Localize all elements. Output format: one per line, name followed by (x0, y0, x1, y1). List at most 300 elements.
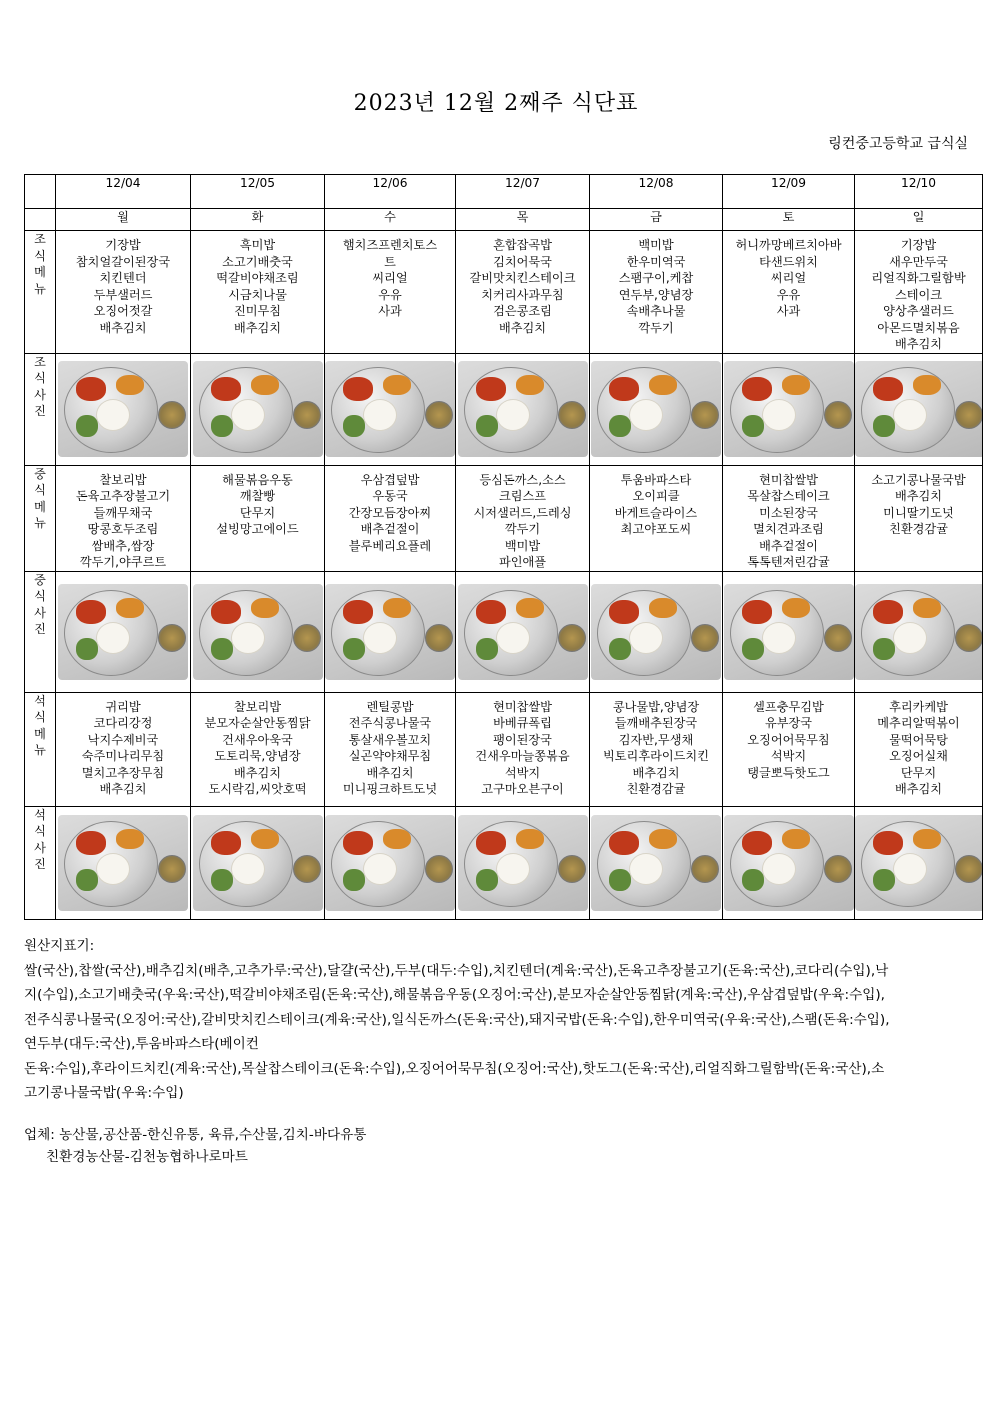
tray-food1 (742, 377, 772, 401)
menu-item: 한우미역국 (626, 254, 686, 269)
tray-food3 (742, 869, 764, 891)
page-title: 2023년 12월 2째주 식단표 (353, 91, 639, 116)
menu-item: 친환경감귤 (626, 782, 686, 796)
menu-item: 치킨텐더 (99, 271, 147, 285)
meal-table (24, 174, 983, 920)
row-label-char: 식 (34, 371, 46, 385)
menu-item: 배추겉절이 (360, 522, 420, 536)
meal-tray-photo (724, 584, 854, 680)
dinner-menu-cell (590, 692, 723, 806)
row-label-char: 메 (34, 726, 46, 741)
row-label-char: 식 (34, 248, 46, 263)
tray-food3 (211, 638, 233, 660)
menu-item: 깍두기 (638, 320, 674, 335)
meal-tray-photo (58, 815, 188, 911)
tray-rice (363, 853, 397, 885)
row-label (25, 465, 56, 571)
row-label (25, 571, 56, 692)
origin-line: 연두부(대두:국산),투움바파스타(베이컨 (24, 1036, 259, 1052)
origin-line: 돈육:수입),후라이드치킨(계육:국산),목살찹스테이크(돈육:수입),오징어어묵무침(오징어:국산),핫도그(돈육:국산),리얼직화그릴함박(돈육:국산),소 (24, 1060, 885, 1077)
menu-item: 오징어실채 (889, 749, 948, 763)
tray-food1 (742, 831, 772, 855)
tray-bowl (691, 855, 719, 883)
breakfast-photo-cell (325, 353, 456, 465)
menu-item: 기장밥 (105, 238, 141, 252)
menu-item: 콩나물밥,양념장 (612, 699, 700, 714)
menu-item: 사과 (378, 304, 402, 318)
breakfast-menu-cell (723, 231, 855, 354)
menu-item: 석박지 (504, 765, 541, 780)
menu-item: 블루베리요플레 (348, 538, 432, 553)
row-label-char: 중 (34, 466, 46, 481)
menu-item: 배추김치 (894, 337, 943, 351)
weekday-row (25, 209, 983, 231)
row-label-char: 진 (34, 404, 46, 418)
menu-item: 양상추샐러드 (883, 304, 954, 318)
menu-item: 실곤약야채무침 (348, 749, 432, 763)
tray-food2 (383, 829, 411, 849)
menu-item: 갈비맛치킨스테이크 (469, 271, 576, 285)
tray-food1 (76, 377, 106, 401)
row-label-char: 뉴 (34, 743, 46, 757)
tray-food3 (873, 415, 895, 437)
tray-food3 (343, 638, 365, 660)
menu-item: 들깨무채국 (93, 505, 153, 520)
row-label-char: 조 (34, 354, 46, 369)
tray-food2 (383, 598, 411, 618)
weekday-cell: 금 (590, 209, 723, 231)
tray-rice (96, 622, 130, 654)
tray-bowl (824, 624, 852, 652)
supplier-info (24, 1124, 366, 1168)
weekday-cell: 일 (855, 209, 983, 231)
row-label-char: 뉴 (34, 516, 46, 530)
meal-tray-photo (855, 361, 983, 457)
dinner-photo-cell (456, 806, 590, 919)
menu-item: 팽이된장국 (493, 732, 552, 747)
menu-item: 통살새우볼꼬치 (348, 732, 432, 747)
origin-notice (24, 934, 968, 1106)
meal-tray-photo (325, 361, 455, 457)
row-label-char: 사 (34, 605, 46, 620)
tray-food3 (211, 869, 233, 891)
menu-item: 오이피클 (632, 489, 680, 503)
meal-tray-photo (193, 815, 323, 911)
lunch-menu-cell (325, 465, 456, 571)
tray-rice (893, 853, 927, 885)
menu-item: 바베큐폭립 (493, 716, 552, 730)
date-cell: 12/09 (723, 175, 855, 209)
row-label-char: 식 (34, 710, 46, 724)
tray-food2 (913, 829, 941, 849)
lunch-photo-cell (325, 571, 456, 692)
menu-item: 현미찹쌀밥 (493, 699, 552, 714)
menu-item: 멸치견과조림 (753, 522, 824, 536)
tray-food2 (913, 375, 941, 395)
row-label (25, 692, 56, 806)
menu-item: 사과 (776, 304, 801, 318)
tray-rice (762, 853, 796, 885)
menu-item: 리얼직화그릴함박 (871, 271, 966, 285)
tray-food1 (76, 831, 106, 855)
menu-item: 백미밥 (504, 538, 541, 553)
dinner-photo-cell (325, 806, 456, 919)
date-cell: 12/04 (56, 175, 191, 209)
dinner-menu-row (25, 692, 983, 806)
lunch-menu-cell (855, 465, 983, 571)
tray-food1 (873, 377, 903, 401)
tray-food2 (782, 829, 810, 849)
menu-item: 김자반,무생채 (618, 732, 694, 747)
breakfast-photo-row (25, 353, 983, 465)
tray-food3 (343, 869, 365, 891)
lunch-photo-row (25, 571, 983, 692)
meal-tray-photo (458, 584, 588, 680)
menu-item: 깍두기 (504, 522, 541, 536)
tray-food3 (476, 638, 498, 660)
menu-item: 배추김치 (498, 320, 547, 335)
weekday-cell: 토 (723, 209, 855, 231)
menu-item: 간장모듬장아찌 (348, 505, 432, 520)
breakfast-menu-cell (590, 231, 723, 354)
tray-bowl (691, 624, 719, 652)
menu-item: 낙지수제비국 (87, 732, 159, 747)
tray-food1 (476, 377, 506, 401)
tray-bowl (293, 855, 321, 883)
menu-item: 속배추나물 (626, 304, 686, 318)
origin-line: 지(수입),소고기배춧국(우육:국산),떡갈비야채조림(돈육:국산),해물볶음우동(오징어:국산),분모자순살안동찜닭(계육:국산),우삼겹덮밥(우육:수입), (24, 987, 885, 1003)
menu-item: 우동국 (372, 489, 408, 503)
lunch-menu-cell (723, 465, 855, 571)
menu-item: 후리카케밥 (889, 699, 948, 714)
date-cell: 12/05 (191, 175, 325, 209)
menu-item: 새우만두국 (889, 254, 948, 269)
menu-item: 도토리묵,양념장 (214, 749, 301, 763)
menu-item: 배추김치 (894, 489, 943, 503)
dinner-photo-cell (56, 806, 191, 919)
dinner-menu-cell (456, 692, 590, 806)
tray-food2 (383, 375, 411, 395)
breakfast-photo-cell (723, 353, 855, 465)
tray-food3 (476, 415, 498, 437)
breakfast-menu-cell (855, 231, 983, 354)
tray-bowl (158, 855, 186, 883)
meal-tray-photo (591, 815, 721, 911)
weekday-cell: 수 (325, 209, 456, 231)
tray-food1 (343, 377, 373, 401)
tray-bowl (558, 401, 586, 429)
menu-item: 배추김치 (233, 320, 282, 335)
menu-item: 씨리얼 (770, 271, 807, 285)
menu-item: 쌈배추,쌈장 (91, 538, 155, 553)
tray-bowl (158, 401, 186, 429)
menu-item: 소고기콩나물국밥 (871, 472, 966, 487)
tray-rice (96, 399, 130, 431)
tray-food2 (251, 829, 279, 849)
lunch-menu-cell (191, 465, 325, 571)
breakfast-photo-cell (855, 353, 983, 465)
menu-item: 고구마오븐구이 (481, 782, 564, 796)
tray-rice (231, 622, 265, 654)
tray-food1 (211, 600, 241, 624)
menu-item: 셀프충무김밥 (753, 699, 824, 714)
tray-food1 (476, 600, 506, 624)
menu-item: 배추겉절이 (759, 538, 818, 553)
origin-line: 전주식콩나물국(오징어:국산),갈비맛치킨스테이크(계육:국산),일식돈까스(돈육:국산),돼지국밥(돈육:수입),한우미역국(우육:국산),스팸(돈육:수입), (24, 1011, 890, 1028)
tray-bowl (558, 624, 586, 652)
tray-food3 (211, 415, 233, 437)
tray-food2 (516, 829, 544, 849)
lunch-menu-cell (56, 465, 191, 571)
row-label-char: 진 (34, 857, 46, 871)
tray-food2 (782, 598, 810, 618)
corner-cell (25, 209, 56, 231)
menu-item: 단무지 (239, 505, 276, 520)
menu-item: 바게트슬라이스 (614, 505, 698, 520)
menu-item: 참치얼갈이된장국 (75, 254, 171, 269)
tray-food1 (873, 600, 903, 624)
menu-item: 미소된장국 (759, 505, 818, 520)
menu-item: 물떡어묵탕 (889, 732, 948, 747)
lunch-photo-cell (191, 571, 325, 692)
tray-rice (762, 399, 796, 431)
tray-food2 (516, 375, 544, 395)
dinner-photo-row (25, 806, 983, 919)
menu-item: 친환경감귤 (889, 522, 948, 536)
menu-item: 미니딸기도넛 (883, 505, 954, 520)
tray-bowl (691, 401, 719, 429)
menu-item: 떡갈비야채조림 (216, 271, 299, 285)
tray-rice (893, 622, 927, 654)
weekday-cell: 월 (56, 209, 191, 231)
menu-item: 투움바파스타 (620, 472, 692, 487)
tray-rice (231, 853, 265, 885)
row-label-char: 메 (34, 265, 46, 279)
menu-item: 치커리사과무침 (481, 287, 564, 302)
lunch-menu-cell (590, 465, 723, 571)
menu-item: 미니핑크하트도넛 (342, 782, 438, 796)
breakfast-menu-cell (456, 231, 590, 354)
menu-item: 진미무침 (233, 304, 282, 318)
menu-item: 등심돈까스,소스 (479, 472, 566, 487)
dinner-photo-cell (723, 806, 855, 919)
meal-tray-photo (193, 361, 323, 457)
menu-item: 우삼겹덮밥 (360, 472, 420, 487)
tray-food3 (873, 869, 895, 891)
menu-item: 배추김치 (632, 765, 680, 780)
row-label-char: 식 (34, 824, 46, 838)
date-row (25, 175, 983, 209)
menu-item: 우유 (378, 287, 402, 302)
menu-item: 코다리강정 (93, 716, 153, 730)
supplier-line: 업체: 농산물,공산품-한신유통, 육류,수산물,김치-바다유통 (24, 1127, 367, 1143)
menu-item: 땅콩호두조림 (87, 522, 159, 536)
tray-food1 (609, 600, 639, 624)
tray-food3 (76, 869, 98, 891)
lunch-photo-cell (590, 571, 723, 692)
menu-item: 시금치나물 (228, 287, 287, 302)
menu-item: 찰보리밥 (233, 699, 282, 714)
tray-bowl (824, 401, 852, 429)
tray-food1 (609, 377, 639, 401)
tray-rice (363, 622, 397, 654)
menu-item: 건새우마늘쫑볶음 (475, 749, 570, 763)
tray-bowl (955, 855, 983, 883)
menu-item: 깍두기,야쿠르트 (79, 555, 167, 569)
menu-item: 우유 (776, 287, 801, 302)
tray-food2 (116, 375, 144, 395)
tray-food3 (742, 415, 764, 437)
dinner-menu-cell (325, 692, 456, 806)
menu-item: 단무지 (900, 765, 937, 780)
tray-food2 (116, 598, 144, 618)
menu-item: 메추리알떡볶이 (877, 716, 960, 730)
menu-item: 멸치고추장무침 (81, 765, 165, 780)
row-label-char: 중 (34, 572, 46, 587)
meal-tray-photo (855, 584, 983, 680)
menu-item: 귀리밥 (105, 699, 141, 714)
meal-tray-photo (458, 361, 588, 457)
lunch-menu-row (25, 465, 983, 571)
breakfast-menu-cell (56, 231, 191, 354)
tray-bowl (158, 624, 186, 652)
breakfast-menu-cell (325, 231, 456, 354)
weekday-cell: 목 (456, 209, 590, 231)
menu-item: 소고기배춧국 (222, 254, 293, 269)
tray-food3 (476, 869, 498, 891)
tray-rice (496, 399, 530, 431)
menu-item: 파인애플 (498, 555, 547, 569)
dinner-menu-cell (56, 692, 191, 806)
corner-cell (25, 175, 56, 209)
row-label (25, 231, 56, 354)
row-label-char: 사 (34, 840, 46, 855)
tray-rice (363, 399, 397, 431)
meal-tray-photo (58, 584, 188, 680)
menu-item: 배추김치 (99, 320, 147, 335)
menu-item: 현미찹쌀밥 (759, 472, 818, 487)
tray-bowl (558, 855, 586, 883)
meal-tray-photo (724, 361, 854, 457)
breakfast-photo-cell (191, 353, 325, 465)
weekday-cell: 화 (191, 209, 325, 231)
date-cell: 12/07 (456, 175, 590, 209)
row-label (25, 806, 56, 919)
tray-food2 (251, 598, 279, 618)
menu-item: 탱글뽀득핫도그 (747, 765, 830, 780)
tray-food2 (649, 598, 677, 618)
menu-item: 빅토리후라이드치킨 (603, 749, 709, 763)
row-label-char: 뉴 (34, 281, 46, 296)
dinner-photo-cell (590, 806, 723, 919)
menu-item: 김치어묵국 (493, 254, 552, 269)
menu-item: 혼합잡곡밥 (493, 238, 552, 252)
row-label-char: 식 (34, 483, 46, 497)
menu-item: 도시락김,씨앗호떡 (208, 782, 307, 796)
menu-item: 배추김치 (233, 765, 282, 780)
tray-bowl (824, 855, 852, 883)
dinner-menu-cell (855, 692, 983, 806)
menu-item: 스테이크 (894, 287, 943, 302)
tray-food3 (609, 415, 631, 437)
tray-bowl (955, 624, 983, 652)
row-label-char: 석 (34, 807, 46, 822)
menu-item: 시저샐러드,드레싱 (473, 505, 572, 520)
dinner-menu-cell (191, 692, 325, 806)
menu-item: 트 (384, 254, 396, 269)
menu-item: 들깨배추된장국 (614, 716, 698, 730)
supplier-line: 친환경농산물-김천농협하나로마트 (46, 1149, 248, 1165)
tray-bowl (955, 401, 983, 429)
menu-item: 찰보리밥 (99, 472, 147, 487)
breakfast-menu-row (25, 231, 983, 354)
meal-tray-photo (325, 815, 455, 911)
tray-food1 (476, 831, 506, 855)
lunch-photo-cell (456, 571, 590, 692)
tray-food2 (116, 829, 144, 849)
tray-rice (629, 399, 663, 431)
menu-item: 스팸구이,케찹 (618, 271, 694, 285)
tray-food3 (343, 415, 365, 437)
row-label-char: 석 (34, 693, 46, 708)
menu-item: 배추김치 (366, 765, 414, 780)
menu-item: 돈육고추장불고기 (75, 489, 171, 503)
tray-food2 (649, 375, 677, 395)
tray-bowl (425, 401, 453, 429)
meal-tray-photo (591, 584, 721, 680)
tray-food1 (343, 831, 373, 855)
tray-food3 (609, 869, 631, 891)
menu-item: 아몬드멸치볶음 (877, 320, 960, 335)
lunch-photo-cell (855, 571, 983, 692)
breakfast-photo-cell (590, 353, 723, 465)
breakfast-menu-cell (191, 231, 325, 354)
menu-item: 깨찰빵 (239, 489, 276, 503)
tray-rice (496, 853, 530, 885)
meal-tray-photo (58, 361, 188, 457)
tray-rice (893, 399, 927, 431)
menu-item: 배추김치 (894, 782, 943, 796)
menu-item: 해물볶음우동 (222, 472, 293, 487)
origin-line: 쌀(국산),찹쌀(국산),배추김치(배추,고추가루:국산),달걀(국산),두부(대두:수입),치킨텐더(계육:국산),돈육고추장불고기(돈육:국산),코다리(수입),낙 (24, 962, 889, 979)
row-label-char: 사 (34, 387, 46, 402)
tray-rice (629, 622, 663, 654)
menu-item: 씨리얼 (372, 271, 408, 285)
tray-bowl (425, 855, 453, 883)
origin-line: 고기콩나물국밥(우육:수입) (24, 1085, 184, 1101)
tray-food2 (649, 829, 677, 849)
row-label-char: 진 (34, 622, 46, 636)
row-label-char: 식 (34, 589, 46, 603)
menu-item: 석박지 (770, 749, 807, 763)
menu-item: 분모자순살안동찜닭 (204, 716, 311, 730)
tray-food1 (873, 831, 903, 855)
school-name: 링컨중고등학교 급식실 (828, 136, 968, 152)
meal-tray-photo (193, 584, 323, 680)
lunch-photo-cell (723, 571, 855, 692)
menu-item: 백미밥 (638, 238, 674, 252)
menu-item: 오징어젓갈 (93, 304, 153, 318)
menu-item: 크림스프 (498, 489, 547, 503)
tray-food1 (343, 600, 373, 624)
menu-item: 최고야포도씨 (620, 522, 692, 536)
menu-item: 허니까망베르치아바 (735, 238, 842, 252)
tray-food3 (609, 638, 631, 660)
meal-tray-photo (325, 584, 455, 680)
row-label-char: 조 (34, 232, 46, 246)
tray-bowl (293, 624, 321, 652)
tray-rice (496, 622, 530, 654)
